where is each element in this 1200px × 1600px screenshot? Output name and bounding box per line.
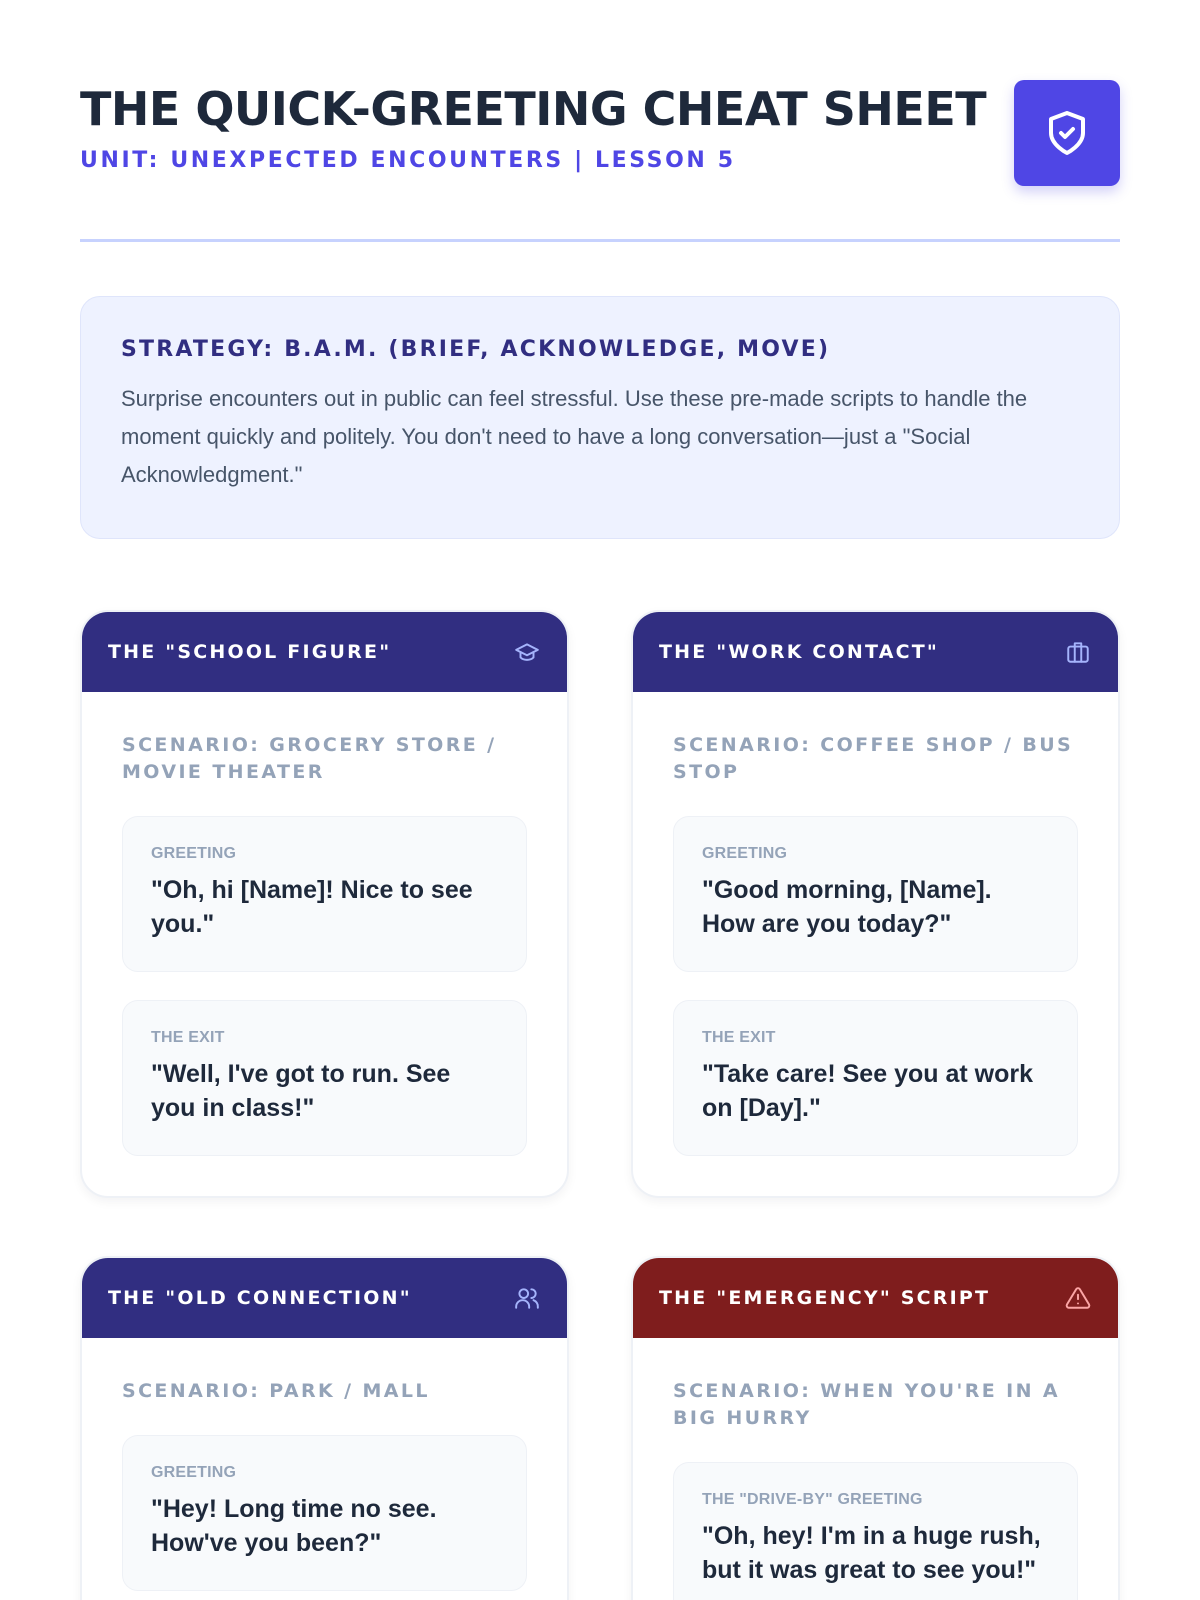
script-label: THE "DRIVE-BY" GREETING [702,1491,923,1508]
card-title: THE "OLD CONNECTION" [108,1287,412,1309]
script-text: "Take care! See you at work on [Day]." [702,1060,1033,1122]
card-scenario: SCENARIO: PARK / MALL [122,1380,430,1402]
alert-triangle-icon [1064,1284,1092,1312]
graduation-cap-icon [513,638,541,666]
script-text: "Well, I've got to run. See you in class!" [151,1060,451,1122]
script-box [122,816,527,972]
card-scenario: SCENARIO: WHEN YOU'RE IN A BIG HURRY [673,1380,1061,1429]
briefcase-icon [1064,638,1092,666]
card-scenario: SCENARIO: COFFEE SHOP / BUS STOP [673,734,1074,783]
script-text: "Oh, hey! I'm in a huge rush, but it was great to see you!" [702,1522,1041,1584]
script-box [673,1000,1078,1156]
card-title: THE "EMERGENCY" SCRIPT [659,1287,991,1309]
card-body [633,1338,1118,1600]
strategy-title: STRATEGY: B.A.M. (BRIEF, ACKNOWLEDGE, MOVE) [121,337,831,362]
scenario-card-emergency [631,1256,1120,1600]
script-text: "Good morning, [Name]. How are you today?" [702,876,992,938]
strategy-box [80,296,1120,539]
script-label: THE EXIT [702,1029,776,1046]
script-box [673,1462,1078,1600]
script-text: "Oh, hi [Name]! Nice to see you." [151,876,473,938]
card-scenario: SCENARIO: GROCERY STORE / MOVIE THEATER [122,734,497,783]
card-body [633,692,1118,1196]
script-label: THE EXIT [151,1029,225,1046]
scenario-card [80,1256,569,1600]
users-icon [513,1284,541,1312]
script-label: GREETING [151,845,237,862]
card-title: THE "WORK CONTACT" [659,641,940,663]
card-body [82,692,567,1196]
script-box [122,1435,527,1591]
script-box [673,816,1078,972]
page-title: THE QUICK-GREETING CHEAT SHEET [80,82,987,136]
card-header [82,1258,567,1338]
page-subtitle: UNIT: UNEXPECTED ENCOUNTERS | LESSON 5 [80,148,736,173]
card-header [82,612,567,692]
strategy-description: Surprise encounters out in public can feel stressful. Use these pre-made scripts to handle the moment quickly and politely. You don't need to have a long conversation—just a "Social Acknowledgment." [121,386,1028,487]
card-header [633,612,1118,692]
script-text: "Hey! Long time no see. How've you been?" [151,1495,437,1557]
scenario-card [80,610,569,1198]
scenario-card [631,610,1120,1198]
scenario-card-grid [80,610,1120,1600]
card-title: THE "SCHOOL FIGURE" [108,641,392,663]
script-label: GREETING [151,1464,237,1481]
shield-check-icon [1014,80,1120,186]
card-body [82,1338,567,1600]
page-header [80,80,1120,242]
script-box [122,1000,527,1156]
script-label: GREETING [702,845,788,862]
card-header [633,1258,1118,1338]
